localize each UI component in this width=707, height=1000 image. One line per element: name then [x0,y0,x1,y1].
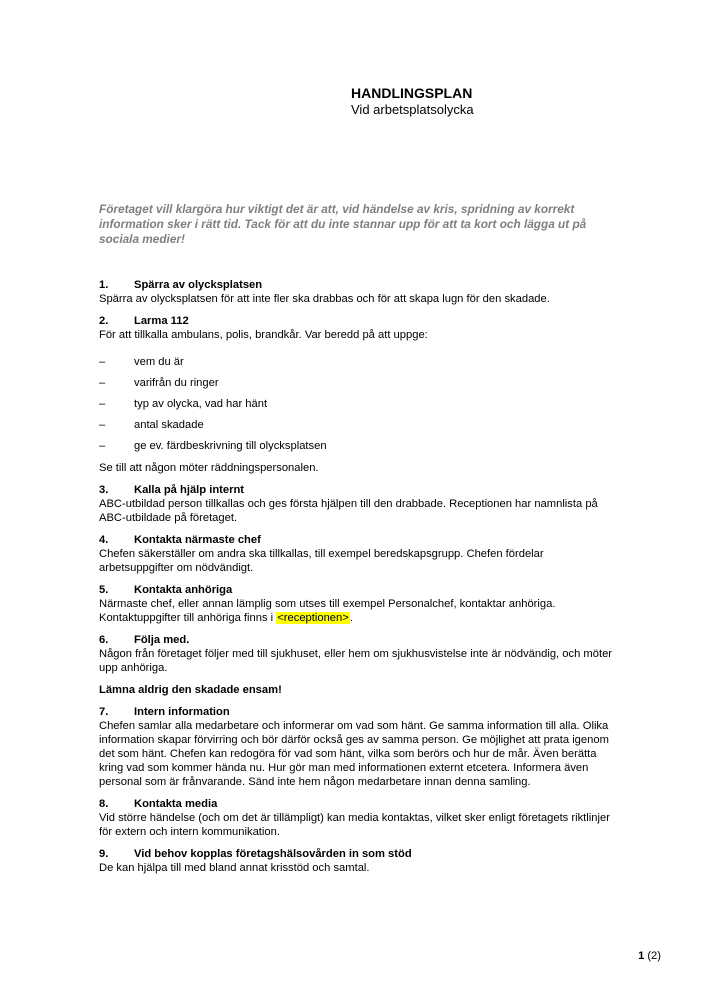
section-number: 1. [99,279,109,291]
dash-bullet-marker: – [99,419,106,431]
section-kalla-pa-hjalp-internt [99,483,615,525]
bullet-item [99,418,615,432]
document-title: HANDLINGSPLAN [351,85,473,101]
title-block [351,84,474,118]
section-title: Larma 112 [134,315,189,327]
section-intern-information [99,705,615,789]
bullet-item [99,397,615,411]
section-title: Spärra av olycksplatsen [134,279,263,291]
section-title: Kalla på hjälp internt [134,484,245,496]
section-kontakta-narmaste-chef [99,533,615,575]
section-sparra-av-olycksplatsen [99,278,615,306]
dash-bullet-marker: – [99,377,106,389]
section-body [99,597,615,625]
section-body: Någon från företaget följer med till sjukhuset, eller hem om sjukhusvistelse inte är nödvändig, och möter upp anhöriga. [99,648,613,674]
page-number-current: 1 [638,950,645,962]
section-body: Vid större händelse (och om det är tillämpligt) kan media kontaktas, vilket sker enligt företagets riktlinjer för extern och intern kommunikation. [99,812,610,838]
section-larma-112 [99,314,615,475]
section-body: Spärra av olycksplatsen för att inte fler ska drabbas och för att skapa lugn för den skadade. [99,293,550,305]
page-number [638,949,661,963]
section-title: Kontakta media [134,798,218,810]
section-title: Följa med. [134,634,190,646]
section-body-text: Närmaste chef, eller annan lämplig som utses till exempel Personalchef, kontaktar anhöriga. Kontaktuppgifter till anhöriga finns i [99,598,556,624]
section-title: Vid behov kopplas företagshälsovården in som stöd [134,848,412,860]
section-folja-med [99,633,615,675]
intro-paragraph: Företaget vill klargöra hur viktigt det är att, vid händelse av kris, spridning av korrekt information sker i rätt tid. Tack för att du inte stannar upp för att ta kort och lägga ut på sociala medier! [99,202,587,246]
section-number: 5. [99,584,109,596]
bullet-text: varifrån du ringer [134,377,219,389]
section-heading [99,797,615,811]
section-number: 3. [99,484,109,496]
document-subtitle: Vid arbetsplatsolycka [351,102,474,117]
section-body: Chefen säkerställer om andra ska tillkallas, till exempel beredskapsgrupp. Chefen fördelar arbetsuppgifter om nödvändigt. [99,548,544,574]
section-number: 7. [99,706,109,718]
bullet-text: ge ev. färdbeskrivning till olycksplatsen [134,440,327,452]
section-heading [99,278,615,292]
warning-statement: Lämna aldrig den skadade ensam! [99,684,282,696]
bullet-item [99,355,615,369]
section-heading [99,583,615,597]
section-number: 6. [99,634,109,646]
section-heading [99,705,615,719]
section-after-paragraph: Se till att någon möter räddningspersonalen. [99,462,319,474]
section-heading [99,533,615,547]
section-body: För att tillkalla ambulans, polis, brandkår. Var beredd på att uppge: [99,329,428,341]
section-foretagshalsovarden [99,847,615,875]
section-title: Kontakta anhöriga [134,584,233,596]
bullet-text: vem du är [134,356,184,368]
section-heading [99,633,615,647]
document-body [99,202,615,875]
dash-bullet-marker: – [99,356,106,368]
section-title: Kontakta närmaste chef [134,534,261,546]
bullet-item [99,376,615,390]
section-body: De kan hjälpa till med bland annat krisstöd och samtal. [99,862,370,874]
section-title: Intern information [134,706,230,718]
section-number: 8. [99,798,109,810]
section-kontakta-media [99,797,615,839]
dash-bullet-marker: – [99,398,106,410]
dash-bullet-marker: – [99,440,106,452]
section-number: 9. [99,848,109,860]
section-heading [99,314,615,328]
section-body: ABC-utbildad person tillkallas och ges första hjälpen till den drabbade. Receptionen har namnlista på ABC-utbildade på företaget. [99,498,598,524]
section-heading [99,483,615,497]
bullet-item [99,439,615,453]
section-body-text: . [349,612,353,624]
bullet-text: antal skadade [134,419,204,431]
page-number-total: (2) [647,950,661,962]
section-body: Chefen samlar alla medarbetare och informerar om vad som hänt. Ge samma information till alla. Olika information skapar förvirring och bör därför också ges av samma person. Ge möjlighet att prata igenom det som hänt. Chefen kan redogöra för vad som hänt, vilka som berörs och hur de mår. Även berätta kring vad som kommer hända nu. Hur gör man med informationen externt etcetera. Informera även personal som är frånvarande. Sänd inte hem någon medarbetare innan denna samling. [99,720,609,788]
bullet-text: typ av olycka, vad har hänt [134,398,268,410]
section-kontakta-anhoriga [99,583,615,625]
highlighted-placeholder: <receptionen> [277,612,349,624]
section-number: 4. [99,534,109,546]
section-number: 2. [99,315,109,327]
section-heading [99,847,615,861]
